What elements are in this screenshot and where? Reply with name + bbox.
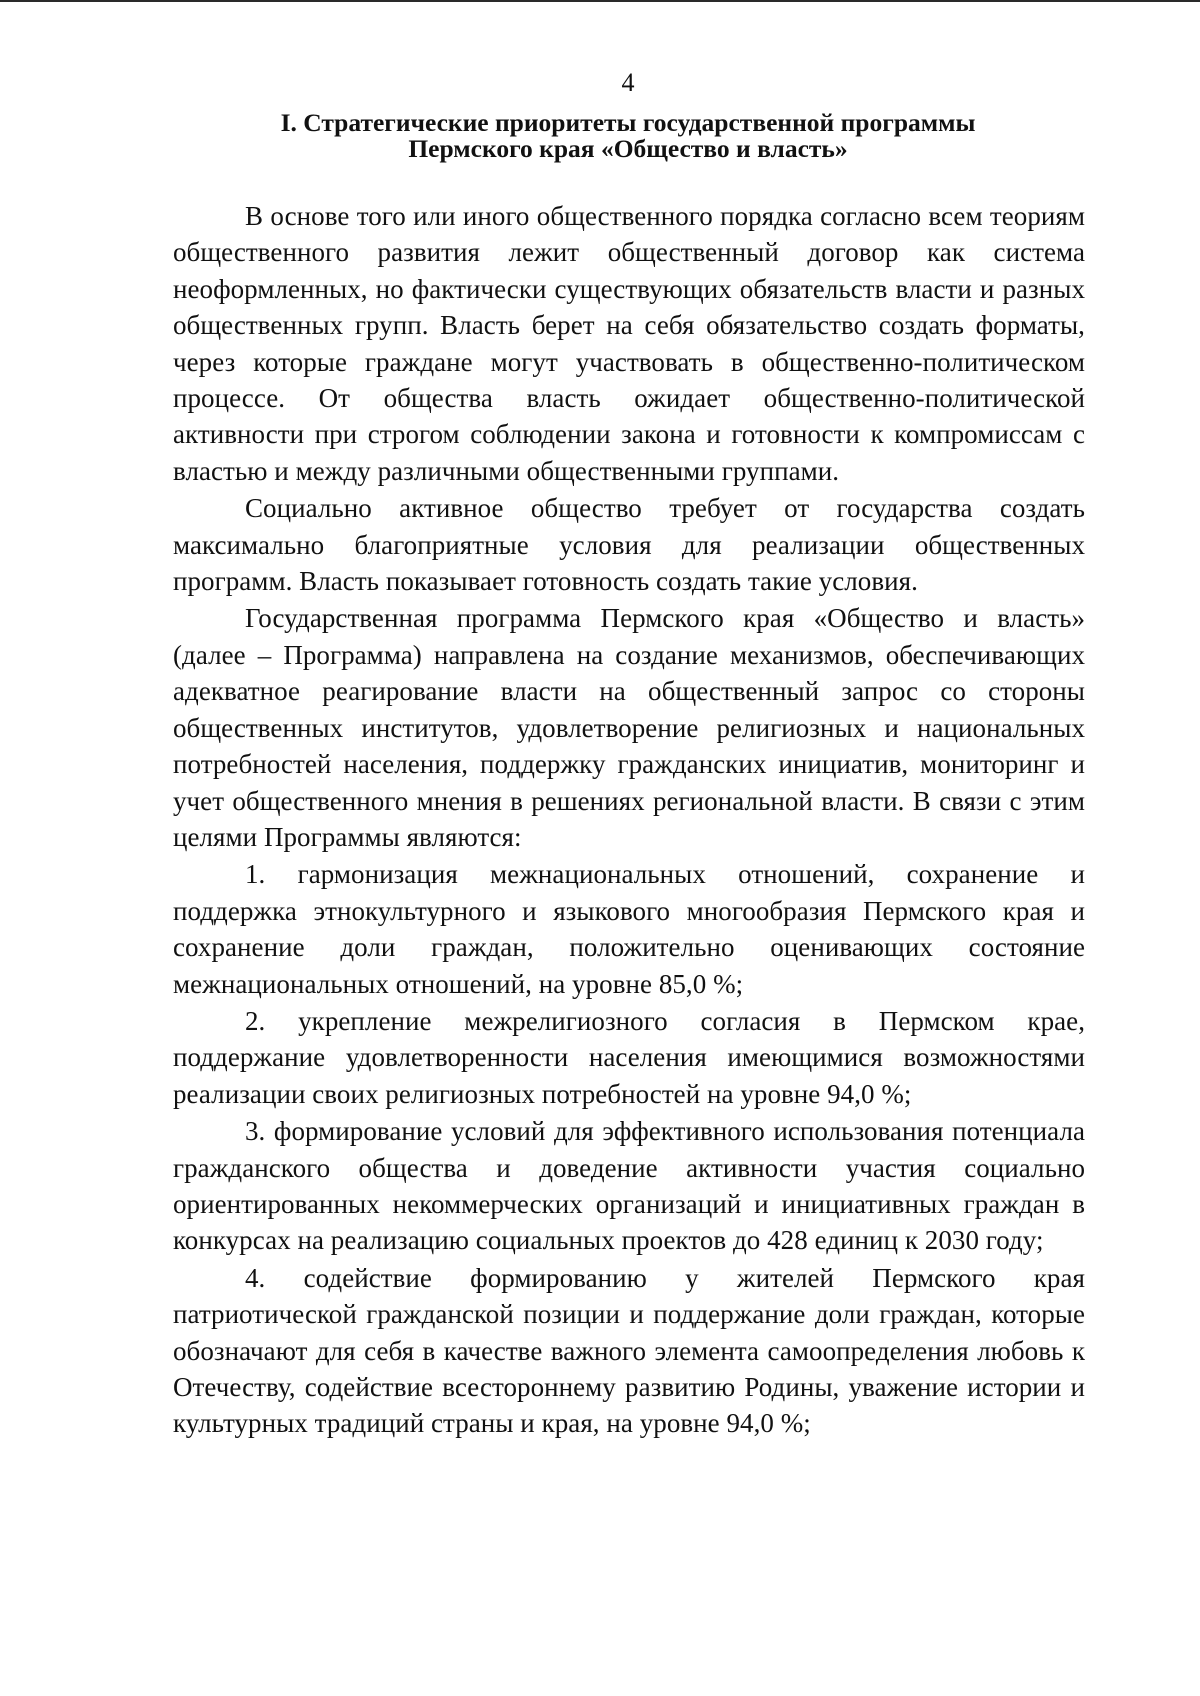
section-heading-line-1: I. Стратегические приоритеты государственной программы — [280, 108, 976, 137]
paragraph-intro: В основе того или иного общественного порядка согласно всем теориям общественного развития лежит общественный договор как система неоформленных, но фактически существующих обязательств власти и разных общественных групп. Власть берет на себя обязательство создать форматы, через которые граждане могут участвовать в общественно-политическом процессе. От общества власть ожидает общественно-политической активности при строгом соблюдении закона и готовности к компромиссам с властью и между различными общественными группами. — [173, 201, 1085, 486]
paragraph-program-goals: Государственная программа Пермского края «Общество и власть» (далее – Программа) направлена на создание механизмов, обеспечивающих адекватное реагирование власти на общественный запрос со стороны общественных институтов, удовлетворение религиозных и национальных потребностей населения, поддержку гражданских инициатив, мониторинг и учет общественного мнения в решениях региональной власти. В связи с этим целями Программы являются: — [173, 603, 1085, 852]
section-heading-line-2: Пермского края «Общество и власть» — [408, 134, 848, 163]
goal-item-4: 4. содействие формированию у жителей Пермского края патриотической гражданской позиции и поддержание доли граждан, которые обозначают для себя в качестве важного элемента самоопределения любовь к Отечеству, содействие всестороннему развитию Родины, уважение истории и культурных традиций страны и края, на уровне 94,0 %; — [173, 1262, 1085, 1439]
page-number: 4 — [621, 68, 635, 97]
paragraph-active-society: Социально активное общество требует от государства создать максимально благоприятные условия для реализации общественных программ. Власть показывает готовность создать такие условия. — [173, 493, 1085, 597]
goal-item-3: 3. формирование условий для эффективного использования потенциала гражданского общества и доведение активности участия социально ориентированных некоммерческих организаций и инициативных граждан в конкурсах на реализацию социальных проектов до 428 единиц к 2030 году; — [173, 1116, 1085, 1256]
section-heading — [172, 110, 1084, 162]
scan-top-edge — [0, 0, 1200, 2]
body-text — [173, 198, 1085, 1443]
goal-item-2: 2. укрепление межрелигиозного согласия в Пермском крае, поддержание удовлетворенности населения имеющимися возможностями реализации своих религиозных потребностей на уровне 94,0 %; — [173, 1005, 1085, 1109]
goal-item-1: 1. гармонизация межнациональных отношений, сохранение и поддержка этнокультурного и языкового многообразия Пермского края и сохранение доли граждан, положительно оценивающих состояние межнациональных отношений, на уровне 85,0 %; — [173, 859, 1085, 999]
